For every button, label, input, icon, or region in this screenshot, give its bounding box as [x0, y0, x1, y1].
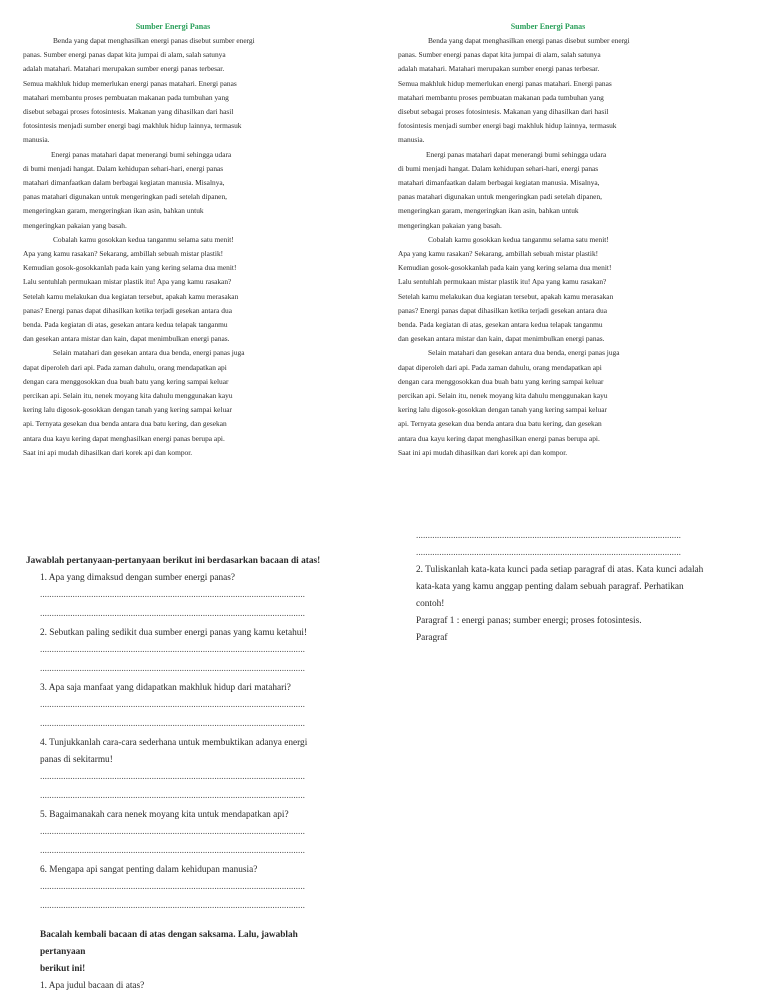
passage-line: mengeringkan garam, mengeringkan ikan asin, bahkan untuk	[23, 206, 204, 216]
passage-line: Setelah kamu melakukan dua kegiatan tersebut, apakah kamu merasakan	[23, 291, 239, 301]
passage-line: mengeringkan pakaian yang basah.	[23, 220, 127, 230]
passage-line: Apa yang kamu rasakan? Sekarang, ambillah sebuah mistar plastik!	[23, 249, 224, 259]
passage-line: benda. Pada kegiatan di atas, gesekan antara kedua telapak tanganmu	[23, 320, 228, 330]
passage-line: matahari membantu proses pembuatan makanan pada tumbuhan yang	[398, 92, 604, 102]
passage-line: panas? Energi panas dapat dihasilkan ketika terjadi gesekan antara dua	[398, 305, 607, 315]
passage-right	[398, 20, 698, 460]
passage-line: api. Ternyata gesekan dua benda antara dua batu kering, dan gesekan	[398, 419, 602, 429]
answer-line[interactable]: ..................................................................................................................	[40, 645, 305, 655]
passage-line: antara dua kayu kering dapat menghasilkan energi panas berupa api.	[398, 433, 600, 443]
answer-line[interactable]: ..................................................................................................................	[40, 901, 305, 911]
passage-line: adalah matahari. Matahari merupakan sumber energi panas terbesar.	[398, 64, 600, 74]
passage-line: Kemudian gosok-gosokkanlah pada kain yang kering selama dua menit!	[398, 263, 612, 273]
passage-line: adalah matahari. Matahari merupakan sumber energi panas terbesar.	[23, 64, 225, 74]
reread-heading: Bacalah kembali bacaan di atas dengan saksama. Lalu, jawablah pertanyaan	[40, 930, 298, 957]
reread-heading-cont: berikut ini!	[40, 964, 86, 974]
passage-line: dan gesekan antara mistar dan kain, dapat menimbulkan energi panas.	[398, 334, 605, 344]
task-instruction: 2. Tuliskanlah kata-kata kunci pada setiap paragraf di atas. Kata kunci adalah	[416, 565, 704, 575]
passage-line: Energi panas matahari dapat menerangi bumi sehingga udara	[51, 149, 232, 159]
answer-line[interactable]: ..................................................................................................................	[40, 664, 305, 674]
passage-line: Lalu sentuhlah permukaan mistar plastik itu! Apa yang kamu rasakan?	[23, 277, 232, 287]
answer-line[interactable]: ..................................................................................................................	[40, 827, 305, 837]
answer-line[interactable]: ..................................................................................................................	[40, 791, 305, 801]
passage-line: Apa yang kamu rasakan? Sekarang, ambillah sebuah mistar plastik!	[398, 249, 599, 259]
passage-line: disebut sebagai proses fotosintesis. Makanan yang dihasilkan dari hasil	[398, 107, 609, 117]
reread-question-1: 1. Apa judul bacaan di atas?	[40, 981, 145, 991]
passage-line: matahari dimanfaatkan dalam berbagai kegiatan manusia. Misalnya,	[398, 178, 600, 188]
passage-line: Kemudian gosok-gosokkanlah pada kain yang kering selama dua menit!	[23, 263, 237, 273]
passage-line: panas? Energi panas dapat dihasilkan ketika terjadi gesekan antara dua	[23, 305, 232, 315]
question-6: 6. Mengapa api sangat penting dalam kehidupan manusia?	[40, 865, 258, 875]
passage-line: Saat ini api mudah dihasilkan dari korek api dan kompor.	[398, 447, 568, 457]
passage-line: matahari membantu proses pembuatan makanan pada tumbuhan yang	[23, 92, 229, 102]
question-4-cont: panas di sekitarmu!	[40, 755, 113, 765]
question-2: 2. Sebutkan paling sedikit dua sumber energi panas yang kamu ketahui!	[40, 628, 308, 638]
passage-line: panas matahari digunakan untuk mengeringkan padi setelah dipanen,	[398, 192, 602, 202]
passage-left	[23, 20, 323, 460]
passage-line: kering lalu digosok-gosokkan dengan tanah yang kering sampai keluar	[23, 405, 232, 415]
passage-line: Energi panas matahari dapat menerangi bumi sehingga udara	[426, 149, 607, 159]
passage-line: percikan api. Selain itu, nenek moyang kita dahulu menggunakan kayu	[23, 391, 233, 401]
passage-line: dan gesekan antara mistar dan kain, dapat menimbulkan energi panas.	[23, 334, 230, 344]
passage-line: percikan api. Selain itu, nenek moyang kita dahulu menggunakan kayu	[398, 391, 608, 401]
keyword-task	[416, 528, 716, 647]
reread-section	[40, 927, 340, 995]
passage-line: fotosintesis menjadi sumber energi bagi makhluk hidup lainnya, termasuk	[398, 121, 617, 131]
question-1: 1. Apa yang dimaksud dengan sumber energi panas?	[40, 573, 236, 583]
answer-line[interactable]: ..................................................................................................................	[416, 548, 681, 558]
passage-line: Benda yang dapat menghasilkan energi panas disebut sumber energi	[428, 36, 630, 45]
passage-line: mengeringkan garam, mengeringkan ikan asin, bahkan untuk	[398, 206, 579, 216]
answer-line[interactable]: ..................................................................................................................	[40, 609, 305, 619]
passage-line: Semua makhluk hidup memerlukan energi panas matahari. Energi panas	[398, 78, 612, 88]
passage-line: panas. Sumber energi panas dapat kita jumpai di alam, salah satunya	[398, 50, 601, 60]
passage-line: manusia.	[23, 135, 50, 145]
passage-line: manusia.	[398, 135, 425, 145]
answer-line[interactable]: ..................................................................................................................	[40, 846, 305, 856]
passage-line: matahari dimanfaatkan dalam berbagai kegiatan manusia. Misalnya,	[23, 178, 225, 188]
answer-line[interactable]: ..................................................................................................................	[40, 772, 305, 782]
task-next-paragraph: Paragraf	[416, 633, 448, 643]
passage-line: Semua makhluk hidup memerlukan energi panas matahari. Energi panas	[23, 78, 237, 88]
passage-line: antara dua kayu kering dapat menghasilkan energi panas berupa api.	[23, 433, 225, 443]
task-example: Paragraf 1 : energi panas; sumber energi; proses fotosintesis.	[416, 616, 642, 626]
passage-line: Cobalah kamu gosokkan kedua tanganmu selama satu menit!	[428, 234, 609, 244]
passage-line: Benda yang dapat menghasilkan energi panas disebut sumber energi	[53, 36, 255, 45]
passage-line: dapat diperoleh dari api. Pada zaman dahulu, orang mendapatkan api	[398, 362, 602, 372]
task-instruction: contoh!	[416, 599, 445, 609]
passage-line: dengan cara menggosokkan dua buah batu yang kering sampai keluar	[23, 376, 229, 386]
questions-heading: Jawablah pertanyaan-pertanyaan berikut ini berdasarkan bacaan di atas!	[26, 556, 321, 566]
passage-line: dengan cara menggosokkan dua buah batu yang kering sampai keluar	[398, 376, 604, 386]
passage-line: Selain matahari dan gesekan antara dua benda, energi panas juga	[53, 348, 245, 358]
passage-line: disebut sebagai proses fotosintesis. Makanan yang dihasilkan dari hasil	[23, 107, 234, 117]
passage-line: Setelah kamu melakukan dua kegiatan tersebut, apakah kamu merasakan	[398, 291, 614, 301]
passage-line: mengeringkan pakaian yang basah.	[398, 220, 502, 230]
passage-line: Selain matahari dan gesekan antara dua benda, energi panas juga	[428, 348, 620, 358]
task-instruction: kata-kata yang kamu anggap penting dalam sebuah paragraf. Perhatikan	[416, 582, 684, 592]
answer-line[interactable]: ..................................................................................................................	[40, 719, 305, 729]
passage-line: dapat diperoleh dari api. Pada zaman dahulu, orang mendapatkan api	[23, 362, 227, 372]
passage-line: Lalu sentuhlah permukaan mistar plastik itu! Apa yang kamu rasakan?	[398, 277, 607, 287]
question-4: 4. Tunjukkanlah cara-cara sederhana untuk membuktikan adanya energi	[40, 738, 308, 748]
passage-line: panas matahari digunakan untuk mengeringkan padi setelah dipanen,	[23, 192, 227, 202]
answer-line[interactable]: ..................................................................................................................	[40, 590, 305, 600]
passage-line: api. Ternyata gesekan dua benda antara dua batu kering, dan gesekan	[23, 419, 227, 429]
passage-line: di bumi menjadi hangat. Dalam kehidupan sehari-hari, energi panas	[398, 163, 599, 173]
passage-line: kering lalu digosok-gosokkan dengan tanah yang kering sampai keluar	[398, 405, 607, 415]
answer-line[interactable]: ..................................................................................................................	[416, 531, 681, 541]
passage-line: Cobalah kamu gosokkan kedua tanganmu selama satu menit!	[53, 234, 234, 244]
question-5: 5. Bagaimanakah cara nenek moyang kita untuk mendapatkan api?	[40, 810, 289, 820]
question-3: 3. Apa saja manfaat yang didapatkan makhluk hidup dari matahari?	[40, 683, 291, 693]
passage-title: Sumber Energi Panas	[510, 22, 586, 31]
passage-line: fotosintesis menjadi sumber energi bagi makhluk hidup lainnya, termasuk	[23, 121, 242, 131]
passage-line: Saat ini api mudah dihasilkan dari korek api dan kompor.	[23, 447, 193, 457]
answer-line[interactable]: ..................................................................................................................	[40, 882, 305, 892]
passage-line: di bumi menjadi hangat. Dalam kehidupan sehari-hari, energi panas	[23, 163, 224, 173]
comprehension-questions	[26, 553, 346, 917]
passage-line: benda. Pada kegiatan di atas, gesekan antara kedua telapak tanganmu	[398, 320, 603, 330]
passage-title: Sumber Energi Panas	[135, 22, 211, 31]
answer-line[interactable]: ..................................................................................................................	[40, 700, 305, 710]
passage-line: panas. Sumber energi panas dapat kita jumpai di alam, salah satunya	[23, 50, 226, 60]
